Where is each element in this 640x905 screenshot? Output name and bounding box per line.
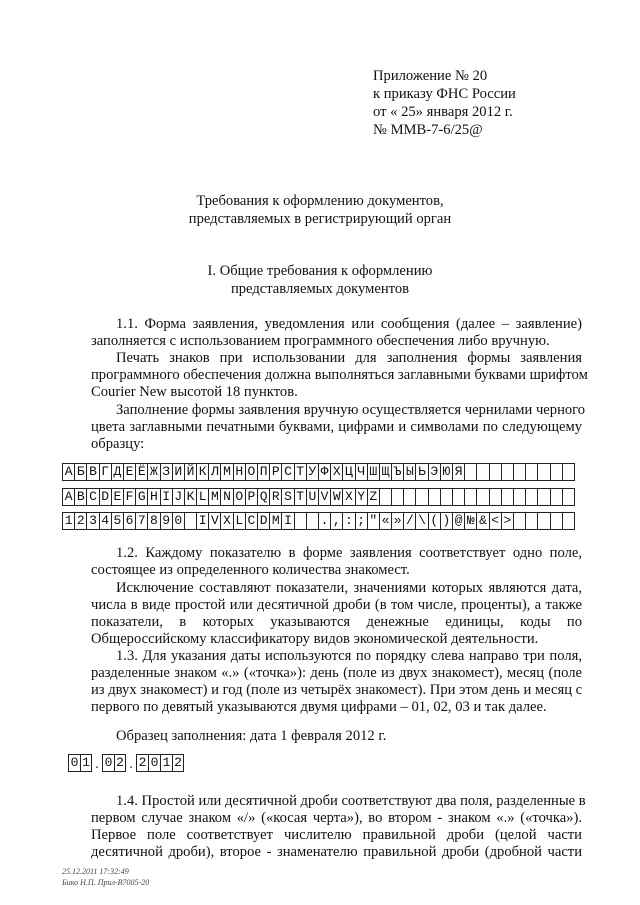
sample-cell: R xyxy=(270,488,282,506)
p12-line2: состоящее из определенного количества знакомест. xyxy=(91,562,410,578)
sample-cell: P xyxy=(246,488,258,506)
sample-cell-empty xyxy=(526,463,538,481)
sample-cell-empty xyxy=(563,512,575,530)
sample-cell: 3 xyxy=(87,512,99,530)
footer-reference: Бико Н.П. Прил-В7005-20 xyxy=(62,878,150,887)
sample-cell: O xyxy=(234,488,246,506)
sample-cell: Ы xyxy=(404,463,416,481)
sample-cell: C xyxy=(87,488,99,506)
sample-cell: 7 xyxy=(136,512,148,530)
sample-cell: I xyxy=(282,512,294,530)
sample-cell: К xyxy=(197,463,209,481)
date-year-digit-1: 2 xyxy=(136,754,148,772)
sample-cell-empty xyxy=(465,488,477,506)
sample-cell-empty xyxy=(404,488,416,506)
sample-cell: N xyxy=(221,488,233,506)
p12-line1: 1.2. Каждому показателю в форме заявления соответствует одно поле, xyxy=(116,545,582,561)
sample-cell xyxy=(307,512,319,530)
sample-cell-empty xyxy=(551,488,563,506)
sample-cell: И xyxy=(173,463,185,481)
sample-cell: Ю xyxy=(441,463,453,481)
sample-cell: Л xyxy=(209,463,221,481)
sample-cell-empty xyxy=(538,512,550,530)
sample-cell: / xyxy=(404,512,416,530)
section-heading-line1: I. Общие требования к оформлению xyxy=(207,263,433,279)
section-heading-line2: представляемых документов xyxy=(230,281,410,297)
sample-cell-empty xyxy=(490,488,502,506)
sample-cell: Я xyxy=(453,463,465,481)
footer-timestamp: 25.12.2011 17:32:49 xyxy=(62,867,129,876)
p13-line3: из двух знакомест) и год (поле из четырёх знакомест). При этом день и месяц с xyxy=(91,682,583,698)
print-line2: программного обеспечения должна выполняться заглавными буквами шрифтом xyxy=(91,367,588,383)
document-title-line2: представляемых в регистрирующий орган xyxy=(188,211,452,227)
sample-cell xyxy=(295,512,307,530)
sample-cell: 2 xyxy=(75,512,87,530)
manual-line2: цвета заглавными печатными буквами, цифрами и символами по следующему xyxy=(91,419,582,435)
p14-line3: Первое поле соответствует числителю правильной дроби (целой части xyxy=(91,827,582,843)
sample-cell: D xyxy=(258,512,270,530)
date-month-digit-2: 2 xyxy=(114,754,126,772)
sample-cell: Г xyxy=(100,463,112,481)
sample-cell-empty xyxy=(477,488,489,506)
sample-cell: Т xyxy=(295,463,307,481)
sample-cell: V xyxy=(319,488,331,506)
sample-cell: М xyxy=(221,463,233,481)
exc-line4: Общероссийскому классификатору видов экономической деятельности. xyxy=(91,631,539,647)
sample-cell: J xyxy=(173,488,185,506)
sample-cell: , xyxy=(331,512,343,530)
sample-cell-empty xyxy=(392,488,404,506)
sample-cell: № xyxy=(465,512,477,530)
sample-cell-empty xyxy=(526,512,538,530)
date-day-digit-1: 0 xyxy=(68,754,80,772)
sample-cell: Ё xyxy=(136,463,148,481)
p14-line2: первом случае знаком «/» («косая черта»), во втором - знаком «.» («точка»). xyxy=(91,810,582,826)
p13-line1: 1.3. Для указания даты используются по порядку слева направо три поля, xyxy=(116,648,582,664)
sample-cell: ; xyxy=(356,512,368,530)
p11-line2: заполняется с использованием программного обеспечения либо вручную. xyxy=(91,333,550,349)
document-title-line1: Требования к оформлению документов, xyxy=(196,193,444,209)
sample-cell: 4 xyxy=(100,512,112,530)
sample-grid-latin xyxy=(62,488,575,506)
sample-cell: . xyxy=(319,512,331,530)
sample-cell-empty xyxy=(380,488,392,506)
sample-cell-empty xyxy=(526,488,538,506)
sample-cell-empty xyxy=(453,488,465,506)
sample-cell: О xyxy=(246,463,258,481)
sample-cell: C xyxy=(246,512,258,530)
sample-cell: F xyxy=(124,488,136,506)
date-separator-2: . xyxy=(129,757,133,772)
sample-cell: K xyxy=(185,488,197,506)
sample-cell: I xyxy=(197,512,209,530)
p14-line1: 1.4. Простой или десятичной дроби соответствуют два поля, разделенные в xyxy=(116,793,586,809)
sample-cell-empty xyxy=(465,463,477,481)
sample-cell: G xyxy=(136,488,148,506)
sample-cell-empty xyxy=(514,512,526,530)
sample-cell: 8 xyxy=(148,512,160,530)
sample-cell: Й xyxy=(185,463,197,481)
sample-cell: T xyxy=(295,488,307,506)
sample-cell: 5 xyxy=(112,512,124,530)
sample-date-field xyxy=(68,754,184,772)
sample-cell: L xyxy=(197,488,209,506)
sample-cell: I xyxy=(161,488,173,506)
sample-cell-empty xyxy=(490,463,502,481)
sample-cell: A xyxy=(63,488,75,506)
sample-cell: Ц xyxy=(343,463,355,481)
date-year-digit-2: 0 xyxy=(148,754,160,772)
sample-cell: M xyxy=(209,488,221,506)
sample-cell-empty xyxy=(538,463,550,481)
sample-cell: Д xyxy=(112,463,124,481)
sample-cell: У xyxy=(307,463,319,481)
sample-cell: : xyxy=(343,512,355,530)
exc-line1: Исключение составляют показатели, значениями которых являются дата, xyxy=(116,580,582,596)
sample-cell-empty xyxy=(551,463,563,481)
sample-cell: < xyxy=(490,512,502,530)
sample-cell: « xyxy=(380,512,392,530)
sample-cell: Ч xyxy=(356,463,368,481)
order-number: № ММВ-7-6/25@ xyxy=(373,122,483,138)
sample-cell: Z xyxy=(368,488,380,506)
sample-cell: E xyxy=(112,488,124,506)
sample-cell-empty xyxy=(563,488,575,506)
sample-cell-empty xyxy=(416,488,428,506)
sample-grid-digits-symbols xyxy=(62,512,575,530)
sample-grid-cyrillic xyxy=(62,463,575,481)
p13-line4: первого по девятый указываются двумя цифрами – 01, 02, 03 и так далее. xyxy=(91,699,547,715)
exc-line3: показатели, в которых указываются денежные единицы, коды по xyxy=(91,614,582,630)
sample-cell: \ xyxy=(416,512,428,530)
print-line3: Courier New высотой 18 пунктов. xyxy=(91,384,298,400)
exc-line2: числа в виде простой или десятичной дроби (в том числе, проценты), а также xyxy=(91,597,582,613)
p14-line4: десятичной дроби), второе - знаменателю правильной дроби (дробной части xyxy=(91,844,582,860)
sample-cell: U xyxy=(307,488,319,506)
appendix-number: Приложение № 20 xyxy=(373,68,488,84)
sample-cell: Q xyxy=(258,488,270,506)
sample-cell: Ф xyxy=(319,463,331,481)
sample-cell: Ж xyxy=(148,463,160,481)
sample-cell: 9 xyxy=(161,512,173,530)
sample-cell: Е xyxy=(124,463,136,481)
date-separator-1: . xyxy=(95,757,99,772)
sample-cell: Щ xyxy=(380,463,392,481)
sample-cell xyxy=(185,512,197,530)
sample-cell: X xyxy=(343,488,355,506)
sample-cell: B xyxy=(75,488,87,506)
order-date: от « 25» января 2012 г. xyxy=(373,104,513,120)
sample-cell: ) xyxy=(441,512,453,530)
sample-cell: X xyxy=(221,512,233,530)
sample-cell: З xyxy=(161,463,173,481)
sample-cell: Р xyxy=(270,463,282,481)
date-year-digit-4: 2 xyxy=(172,754,184,772)
sample-cell: S xyxy=(282,488,294,506)
sample-cell-empty xyxy=(514,488,526,506)
date-day-digit-2: 1 xyxy=(80,754,92,772)
sample-cell: " xyxy=(368,512,380,530)
sample-date-label: Образец заполнения: дата 1 февраля 2012 г. xyxy=(116,728,387,744)
sample-cell-empty xyxy=(429,488,441,506)
sample-cell: » xyxy=(392,512,404,530)
sample-cell: Y xyxy=(356,488,368,506)
sample-cell-empty xyxy=(563,463,575,481)
manual-line1: Заполнение формы заявления вручную осуществляется чернилами черного xyxy=(116,402,586,418)
sample-cell: 0 xyxy=(173,512,185,530)
sample-cell: П xyxy=(258,463,270,481)
sample-cell: > xyxy=(502,512,514,530)
sample-cell: D xyxy=(100,488,112,506)
sample-cell: Х xyxy=(331,463,343,481)
sample-cell: Ь xyxy=(416,463,428,481)
p11-line1: 1.1. Форма заявления, уведомления или сообщения (далее – заявление) xyxy=(116,316,582,332)
date-month-digit-1: 0 xyxy=(102,754,114,772)
sample-cell-empty xyxy=(551,512,563,530)
sample-cell: W xyxy=(331,488,343,506)
sample-cell: Ш xyxy=(368,463,380,481)
sample-cell-empty xyxy=(441,488,453,506)
sample-cell: Ъ xyxy=(392,463,404,481)
sample-cell: Н xyxy=(234,463,246,481)
sample-cell: 1 xyxy=(63,512,75,530)
sample-cell-empty xyxy=(502,463,514,481)
p13-line2: разделенные знаком «.» («точка»): день (поле из двух знакомест), месяц (поле xyxy=(91,665,582,681)
date-year-digit-3: 1 xyxy=(160,754,172,772)
sample-cell: Э xyxy=(429,463,441,481)
sample-cell: А xyxy=(63,463,75,481)
manual-line3: образцу: xyxy=(91,436,145,452)
sample-cell: & xyxy=(477,512,489,530)
sample-cell: ( xyxy=(429,512,441,530)
sample-cell-empty xyxy=(502,488,514,506)
sample-cell-empty xyxy=(538,488,550,506)
sample-cell: Б xyxy=(75,463,87,481)
sample-cell: M xyxy=(270,512,282,530)
sample-cell: С xyxy=(282,463,294,481)
sample-cell: @ xyxy=(453,512,465,530)
sample-cell-empty xyxy=(514,463,526,481)
print-line1: Печать знаков при использовании для заполнения формы заявления xyxy=(116,350,582,366)
sample-cell: H xyxy=(148,488,160,506)
sample-cell: V xyxy=(209,512,221,530)
sample-cell-empty xyxy=(477,463,489,481)
sample-cell: L xyxy=(234,512,246,530)
order-reference: к приказу ФНС России xyxy=(373,86,516,102)
sample-cell: В xyxy=(87,463,99,481)
sample-cell: 6 xyxy=(124,512,136,530)
